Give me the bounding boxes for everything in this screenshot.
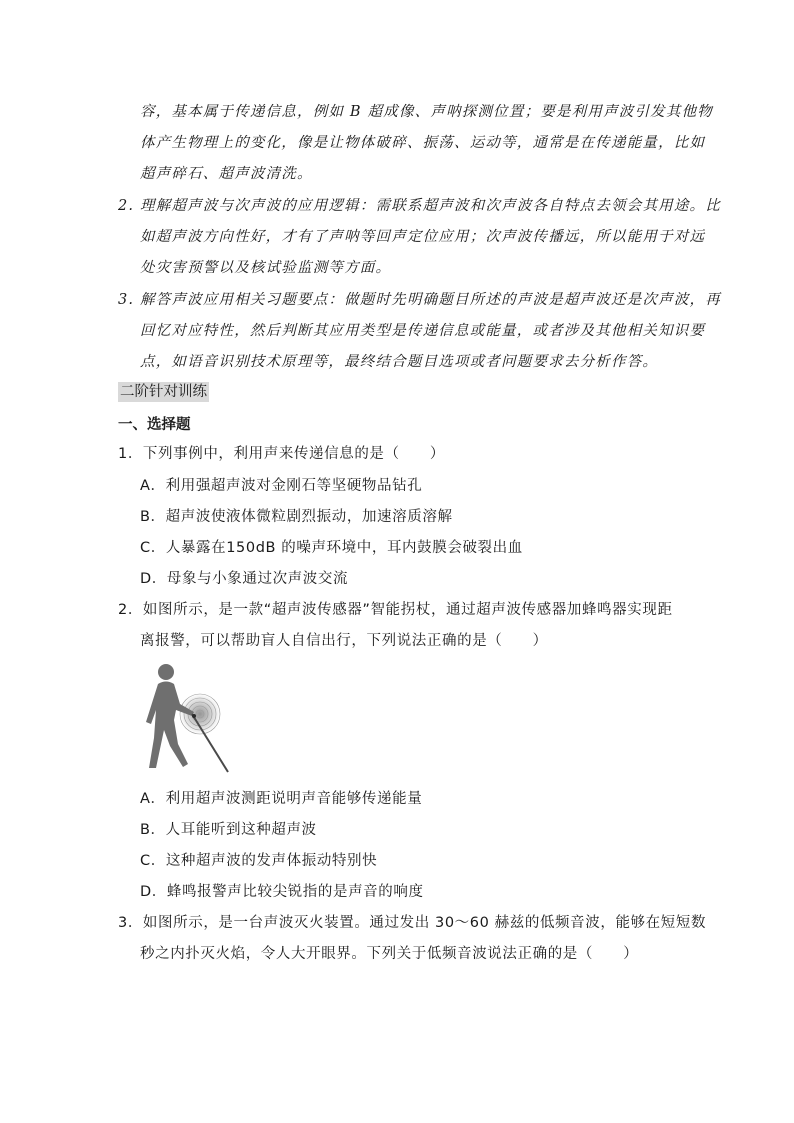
question-1-option-d: D．母象与小象通过次声波交流: [140, 571, 349, 587]
tip-2-line-3: 处灾害预警以及核试验监测等方面。: [140, 260, 392, 276]
question-2-stem-line-1: 2．如图所示，是一款“超声波传感器”智能拐杖，通过超声波传感器加蜂鸣器实现距: [118, 602, 673, 618]
question-3-stem-line-1: 3．如图所示，是一台声波灭火装置。通过发出 30～60 赫兹的低频音波，能够在短短数: [118, 915, 707, 931]
question-2-option-d: D．蜂鸣报警声比较尖锐指的是声音的响度: [140, 884, 424, 900]
question-2-option-b: B．人耳能听到这种超声波: [140, 822, 317, 838]
section-title: 二阶针对训练: [120, 384, 207, 400]
tip-3-line-2: 回忆对应特性，然后判断其应用类型是传递信息或能量，或者涉及其他相关知识要: [140, 323, 706, 339]
tip-2-line-1: 2. 理解超声波与次声波的应用逻辑：需联系超声波和次声波各自特点去领会其用途。比: [118, 198, 721, 214]
question-1-option-b: B．超声波使液体微粒剧烈振动，加速溶质溶解: [140, 509, 453, 525]
question-3-stem-line-2: 秒之内扑灭火焰，令人大开眼界。下列关于低频音波说法正确的是（ ）: [140, 946, 639, 962]
question-1-option-a: A．利用强超声波对金刚石等坚硬物品钻孔: [140, 478, 423, 494]
tip-2-line-2: 如超声波方向性好，才有了声呐等回声定位应用；次声波传播远，所以能用于对远: [140, 229, 706, 245]
smart-cane-illustration: [136, 660, 232, 776]
tip-1-line-2: 体产生物理上的变化，像是让物体破碎、振荡、运动等，通常是在传递能量，比如: [140, 135, 706, 151]
question-2-option-c: C．这种超声波的发声体振动特别快: [140, 853, 378, 869]
tip-3-line-3: 点，如语音识别技术原理等，最终结合题目选项或者问题要求去分析作答。: [140, 354, 659, 370]
question-1-option-c: C．人暴露在150dB 的噪声环境中，耳内鼓膜会破裂出血: [140, 540, 523, 556]
tip-3-line-1: 3. 解答声波应用相关习题要点：做题时先明确题目所述的声波是超声波还是次声波，再: [118, 292, 721, 308]
choice-heading: 一、选择题: [118, 417, 191, 433]
question-2-option-a: A．利用超声波测距说明声音能够传递能量: [140, 791, 423, 807]
question-2-stem-line-2: 离报警，可以帮助盲人自信出行，下列说法正确的是（ ）: [140, 633, 548, 649]
tip-1-line-1: 容，基本属于传递信息，例如 B 超成像、声呐探测位置；要是利用声波引发其他物: [140, 104, 713, 120]
tip-1-line-3: 超声碎石、超声波清洗。: [140, 166, 313, 182]
question-1-stem: 1．下列事例中，利用声来传递信息的是（ ）: [118, 446, 445, 462]
